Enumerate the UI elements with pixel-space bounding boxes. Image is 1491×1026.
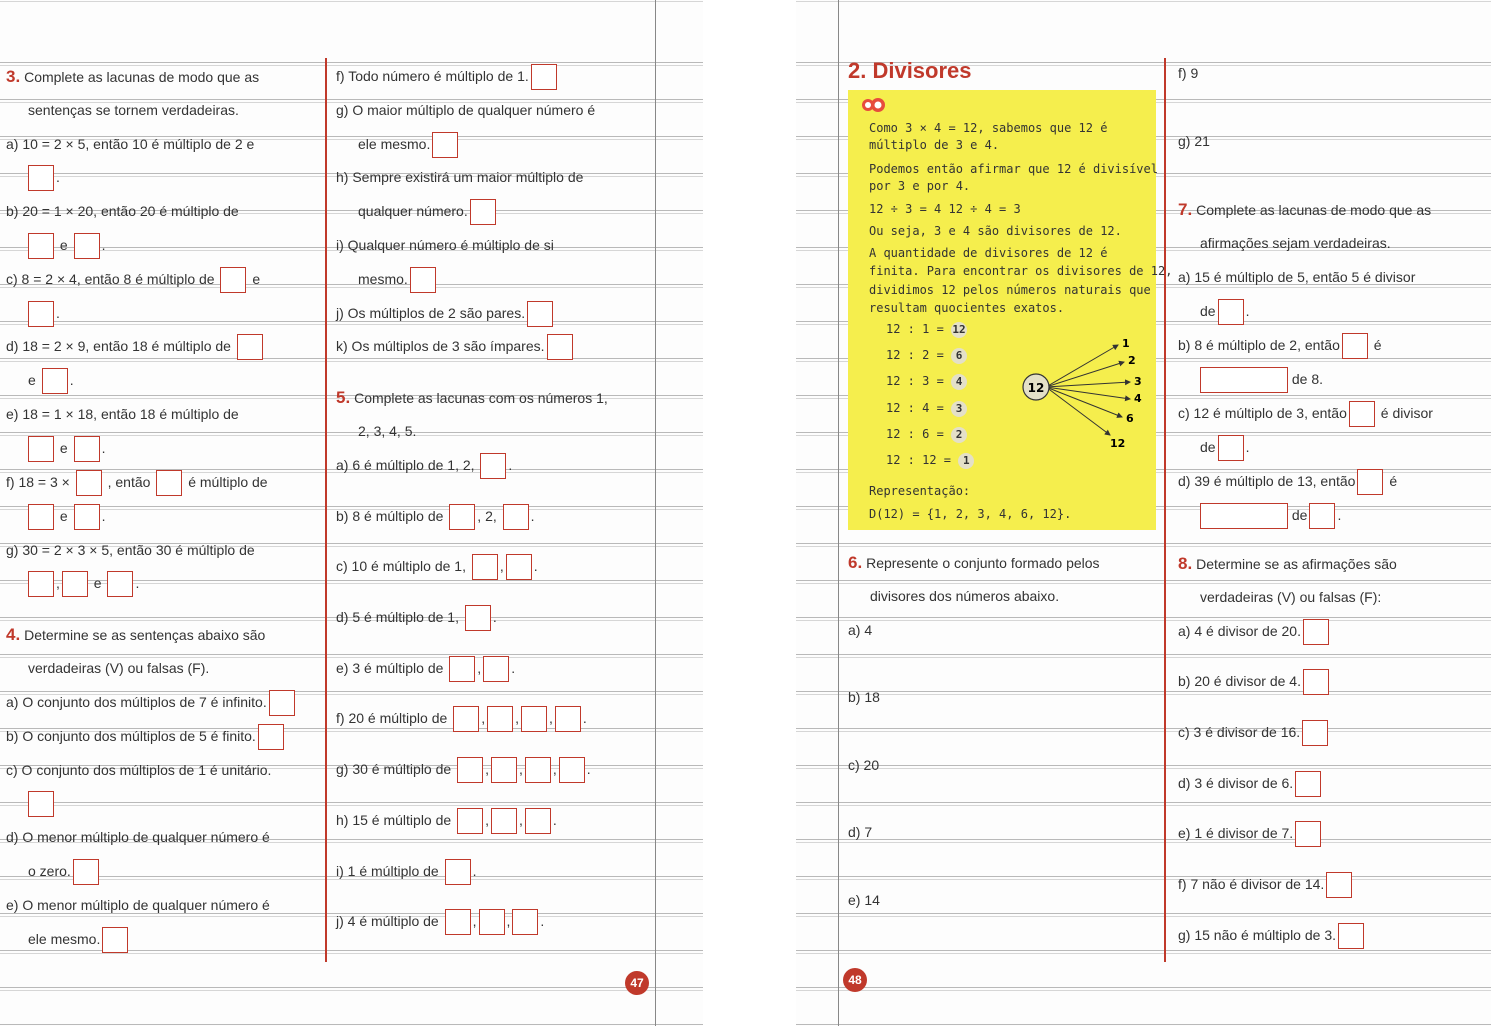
- division-expr: 12 : 3 =: [886, 374, 944, 388]
- q4h: h) Sempre existirá um maior múltiplo de: [336, 169, 584, 185]
- division-row: [886, 374, 967, 390]
- q3f-text: f) 18 = 3 ×: [6, 474, 70, 490]
- eyes-icon: [860, 96, 886, 114]
- answer-box[interactable]: [1357, 469, 1383, 495]
- division-row: [886, 401, 967, 417]
- q4h-cont: [336, 195, 651, 229]
- q5d-text: d) 5 é múltiplo de 1,: [336, 609, 459, 625]
- q5b-text: b) 8 é múltiplo de: [336, 508, 444, 524]
- target-label: 2: [1128, 354, 1136, 367]
- q4g-text: ele mesmo.: [358, 136, 431, 152]
- q7c-text: c) 12 é múltiplo de 3, então: [1178, 405, 1347, 421]
- conj-e: e: [252, 271, 261, 287]
- info-box: [848, 90, 1173, 530]
- answer-box[interactable]: [1309, 503, 1335, 529]
- answer-box[interactable]: [506, 554, 532, 580]
- answer-box[interactable]: [445, 859, 471, 885]
- q3g: g) 30 = 2 × 3 × 5, então 30 é múltiplo de: [6, 542, 255, 558]
- division-expr: 12 : 12 =: [886, 453, 952, 467]
- page-number: 47: [625, 971, 649, 995]
- answer-box[interactable]: [487, 706, 513, 732]
- q7d: [1178, 465, 1483, 499]
- q8-line1: [1178, 547, 1483, 582]
- target-label: 6: [1126, 412, 1134, 425]
- answer-box[interactable]: [1218, 435, 1244, 461]
- answer-box[interactable]: [410, 267, 436, 293]
- answer-box[interactable]: [74, 436, 100, 462]
- q7a: a) 15 é múltiplo de 5, então 5 é divisor: [1178, 269, 1416, 285]
- column-divider: [325, 58, 327, 962]
- q5g-text: g) 30 é múltiplo de: [336, 761, 452, 777]
- q8a: [1178, 615, 1483, 649]
- q3-statement: Complete as lacunas de modo que as: [24, 69, 260, 85]
- q5b-mid: , 2,: [477, 508, 497, 524]
- answer-box[interactable]: [107, 571, 133, 597]
- q7-number: 7.: [1178, 200, 1193, 219]
- division-result: 1: [958, 453, 974, 469]
- q5a: a) 6 é múltiplo de 1, 2, .: [336, 449, 651, 483]
- q4-line2: verdadeiras (V) ou falsas (F).: [28, 660, 210, 676]
- q5h: h) 15 é múltiplo de , , .: [336, 804, 651, 838]
- divisor-diagram: [1018, 335, 1158, 450]
- q8-statement: Determine se as afirmações são: [1196, 556, 1397, 572]
- answer-box[interactable]: [491, 808, 517, 834]
- q7a-cont: de .: [1178, 295, 1483, 329]
- q4d: d) O menor múltiplo de qualquer número é: [6, 829, 270, 845]
- q4a-text: a) O conjunto dos múltiplos de 7 é infinito.: [6, 694, 267, 710]
- q7d-cont: de .: [1178, 499, 1483, 533]
- q6f: f) 9: [1178, 65, 1199, 81]
- q5c: c) 10 é múltiplo de 1, , .: [336, 550, 651, 584]
- q4i: i) Qualquer número é múltiplo de si: [336, 237, 554, 253]
- answer-box[interactable]: [531, 64, 557, 90]
- conj-e: e: [28, 372, 36, 388]
- answer-box[interactable]: [74, 504, 100, 530]
- q5e: e) 3 é múltiplo de , .: [336, 652, 651, 686]
- answer-box[interactable]: [449, 656, 475, 682]
- answer-box[interactable]: [527, 301, 553, 327]
- answer-box[interactable]: [1342, 333, 1368, 359]
- q5j-text: j) 4 é múltiplo de: [336, 913, 439, 929]
- q4f-text: f) Todo número é múltiplo de 1.: [336, 68, 529, 84]
- q5f: f) 20 é múltiplo de , , , .: [336, 702, 651, 736]
- q5i-text: i) 1 é múltiplo de: [336, 863, 439, 879]
- answer-box[interactable]: [28, 233, 54, 259]
- arrow: [1046, 345, 1118, 387]
- answer-box[interactable]: [525, 808, 551, 834]
- page-47: [0, 0, 703, 1026]
- q4b: [6, 720, 321, 754]
- q8f-text: f) 7 não é divisor de 14.: [1178, 876, 1325, 892]
- q5e-text: e) 3 é múltiplo de: [336, 660, 444, 676]
- q8-line2: verdadeiras (V) ou falsas (F):: [1200, 589, 1382, 605]
- q3b: b) 20 = 1 × 20, então 20 é múltiplo de: [6, 203, 239, 219]
- q4h-text: qualquer número.: [358, 203, 468, 219]
- q8b-text: b) 20 é divisor de 4.: [1178, 673, 1301, 689]
- answer-box[interactable]: [457, 808, 483, 834]
- page-48: [796, 0, 1491, 1026]
- q8e-text: e) 1 é divisor de 7.: [1178, 825, 1294, 841]
- answer-box[interactable]: [559, 757, 585, 783]
- answer-box[interactable]: [74, 233, 100, 259]
- answer-box[interactable]: [28, 436, 54, 462]
- q3e: e) 18 = 1 × 18, então 18 é múltiplo de: [6, 406, 239, 422]
- book-gutter: [703, 0, 796, 1026]
- answer-box[interactable]: [220, 267, 246, 293]
- target-label: 12: [1110, 437, 1126, 450]
- q4g: g) O maior múltiplo de qualquer número é: [336, 102, 596, 118]
- q5c-text: c) 10 é múltiplo de 1,: [336, 558, 466, 574]
- q5a-text: a) 6 é múltiplo de 1, 2,: [336, 457, 475, 473]
- q7d-tail: é: [1389, 473, 1398, 489]
- q4k: [336, 330, 651, 364]
- info-line: Podemos então afirmar que 12 é divisível: [869, 162, 1158, 176]
- q5f-text: f) 20 é múltiplo de: [336, 710, 448, 726]
- q8-number: 8.: [1178, 554, 1193, 573]
- division-result: 2: [951, 427, 967, 443]
- answer-box[interactable]: [512, 909, 538, 935]
- answer-box[interactable]: [525, 757, 551, 783]
- q4i-cont: [336, 263, 651, 297]
- q7c-de: de: [1200, 439, 1216, 455]
- q3g-answer: , e .: [6, 567, 321, 601]
- division-row: [886, 453, 974, 469]
- q4j-text: j) Os múltiplos de 2 são pares.: [336, 305, 526, 321]
- q6c: c) 20: [848, 757, 880, 773]
- q7-line2: afirmações sejam verdadeiras.: [1200, 235, 1391, 251]
- q4d-cont: [6, 855, 321, 889]
- q8f: [1178, 868, 1483, 902]
- q3b-answer: e .: [6, 229, 321, 263]
- q6-line2: divisores dos números abaixo.: [870, 588, 1060, 604]
- q6d: d) 7: [848, 824, 873, 840]
- q7c-tail: é divisor: [1380, 405, 1433, 421]
- info-line: resultam quocientes exatos.: [869, 301, 1065, 315]
- q4g-cont: [336, 128, 651, 162]
- q6-number: 6.: [848, 553, 863, 572]
- answer-box[interactable]: [491, 757, 517, 783]
- conj-e: e: [59, 440, 68, 456]
- info-line: por 3 e por 4.: [869, 179, 971, 193]
- q6g: g) 21: [1178, 133, 1210, 149]
- division-result: 12: [952, 323, 966, 336]
- q3a: a) 10 = 2 × 5, então 10 é múltiplo de 2 e: [6, 136, 255, 152]
- q4j: [336, 297, 651, 331]
- q7d-text: d) 39 é múltiplo de 13, então: [1178, 473, 1356, 489]
- answer-box[interactable]: [472, 554, 498, 580]
- answer-box[interactable]: [465, 605, 491, 631]
- answer-box[interactable]: [28, 165, 54, 191]
- q3e-answer: e .: [6, 432, 321, 466]
- q6-statement: Represente o conjunto formado pelos: [866, 555, 1100, 571]
- q4-line1: [6, 618, 321, 653]
- q8g: [1178, 919, 1483, 953]
- answer-box[interactable]: [1303, 669, 1329, 695]
- q4e-text: ele mesmo.: [28, 931, 101, 947]
- q3-number: 3.: [6, 67, 21, 86]
- arrow: [1046, 387, 1122, 417]
- q4f: [336, 60, 651, 94]
- q6b: b) 18: [848, 689, 880, 705]
- q3c-text: c) 8 = 2 × 4, então 8 é múltiplo de: [6, 271, 215, 287]
- q4c: c) O conjunto dos múltiplos de 1 é unitário.: [6, 762, 272, 778]
- info-line: dividimos 12 pelos números naturais que: [869, 283, 1151, 297]
- target-label: 3: [1134, 375, 1142, 388]
- answer-box[interactable]: [269, 690, 295, 716]
- answer-box[interactable]: [1218, 299, 1244, 325]
- center-label: 12: [1027, 381, 1045, 395]
- q8d: [1178, 767, 1483, 801]
- answer-box[interactable]: [1349, 401, 1375, 427]
- division-result: 4: [951, 374, 967, 390]
- info-line: finita. Para encontrar os divisores de 12,: [869, 264, 1173, 278]
- q8g-text: g) 15 não é múltiplo de 3.: [1178, 927, 1336, 943]
- q3a-answer: .: [6, 161, 321, 195]
- q7a-de: de: [1200, 303, 1216, 319]
- q3f: [6, 466, 321, 500]
- q3d-answer: e .: [6, 364, 321, 398]
- q5-line2: 2, 3, 4, 5.: [358, 423, 417, 439]
- answer-box[interactable]: [258, 724, 284, 750]
- info-line: Ou seja, 3 e 4 são divisores de 12.: [869, 224, 1122, 238]
- q4c-answer: [6, 787, 321, 821]
- q3f-answer: e .: [6, 500, 321, 534]
- q7b-end: de 8.: [1291, 371, 1324, 387]
- page-number: 48: [843, 968, 867, 992]
- info-line: múltiplo de 3 e 4.: [869, 138, 1000, 152]
- q4k-text: k) Os múltiplos de 3 são ímpares.: [336, 338, 545, 354]
- answer-box[interactable]: [449, 504, 475, 530]
- answer-box[interactable]: [28, 571, 54, 597]
- q8c-text: c) 3 é divisor de 16.: [1178, 724, 1301, 740]
- division-expr: 12 : 6 =: [886, 427, 944, 441]
- answer-box[interactable]: [237, 334, 263, 360]
- answer-box-wide[interactable]: [1200, 367, 1288, 393]
- q7-line1: [1178, 193, 1483, 228]
- q7c-cont: de .: [1178, 431, 1483, 465]
- q6-line1: [848, 546, 1158, 581]
- division-result: 6: [951, 348, 967, 364]
- page-margin-line: [655, 0, 656, 1026]
- answer-box[interactable]: [76, 470, 102, 496]
- answer-box[interactable]: [42, 368, 68, 394]
- answer-box[interactable]: [1295, 771, 1321, 797]
- q4e-cont: [6, 923, 321, 957]
- answer-box[interactable]: [62, 571, 88, 597]
- q3c-answer: .: [6, 297, 321, 331]
- info-line: A quantidade de divisores de 12 é: [869, 246, 1108, 260]
- section-title: 2. Divisores: [848, 58, 972, 83]
- info-line: 12 ÷ 3 = 4 12 ÷ 4 = 3: [869, 202, 1021, 216]
- q5d: d) 5 é múltiplo de 1, .: [336, 601, 651, 635]
- answer-box[interactable]: [28, 301, 54, 327]
- q3-line2: sentenças se tornem verdadeiras.: [28, 102, 239, 118]
- q5h-text: h) 15 é múltiplo de: [336, 812, 452, 828]
- conj-e: e: [59, 508, 68, 524]
- answer-box[interactable]: [28, 504, 54, 530]
- answer-box[interactable]: [453, 706, 479, 732]
- q8a-text: a) 4 é divisor de 20.: [1178, 623, 1301, 639]
- target-label: 4: [1134, 392, 1142, 405]
- q8c: [1178, 716, 1483, 750]
- q5j: j) 4 é múltiplo de , , .: [336, 905, 651, 939]
- answer-box[interactable]: [521, 706, 547, 732]
- q7c: [1178, 397, 1483, 431]
- answer-box[interactable]: [480, 453, 506, 479]
- answer-box[interactable]: [28, 791, 54, 817]
- target-label: 1: [1122, 337, 1130, 350]
- answer-box[interactable]: [1302, 720, 1328, 746]
- q7d-de: de: [1291, 507, 1308, 523]
- q5-line1: [336, 381, 651, 416]
- page-margin-line: [838, 0, 839, 1026]
- answer-box[interactable]: [503, 504, 529, 530]
- q6e: e) 14: [848, 892, 880, 908]
- q8b: [1178, 665, 1483, 699]
- answer-box[interactable]: [432, 132, 458, 158]
- answer-box[interactable]: [445, 909, 471, 935]
- answer-box[interactable]: [102, 927, 128, 953]
- q3f-tail: é múltiplo de: [188, 474, 268, 490]
- division-expr: 12 : 1 =: [886, 322, 944, 336]
- q7b-tail: é: [1373, 337, 1382, 353]
- answer-box[interactable]: [457, 757, 483, 783]
- q7-statement: Complete as lacunas de modo que as: [1196, 202, 1432, 218]
- info-line: Como 3 × 4 = 12, sabemos que 12 é: [869, 121, 1108, 135]
- q4b-text: b) O conjunto dos múltiplos de 5 é finito.: [6, 728, 256, 744]
- q5-number: 5.: [336, 388, 351, 407]
- representation-value: D(12) = {1, 2, 3, 4, 6, 12}.: [869, 507, 1072, 521]
- q8d-text: d) 3 é divisor de 6.: [1178, 775, 1294, 791]
- q5g: g) 30 é múltiplo de , , , .: [336, 753, 651, 787]
- q4i-text: mesmo.: [358, 271, 408, 287]
- answer-box[interactable]: [1303, 619, 1329, 645]
- q3d: [6, 330, 321, 364]
- q7b-text: b) 8 é múltiplo de 2, então: [1178, 337, 1340, 353]
- q4d-text: o zero.: [28, 863, 71, 879]
- q7b: [1178, 329, 1483, 363]
- column-divider: [1164, 58, 1166, 962]
- division-row: [886, 348, 967, 364]
- conj-e: e: [59, 237, 68, 253]
- q8e: [1178, 817, 1483, 851]
- division-result: 3: [951, 401, 967, 417]
- q4-statement: Determine se as sentenças abaixo são: [24, 627, 266, 643]
- q4a: [6, 686, 321, 720]
- q4-number: 4.: [6, 625, 21, 644]
- q6a: a) 4: [848, 622, 873, 638]
- answer-box[interactable]: [470, 199, 496, 225]
- q5b: b) 8 é múltiplo de , 2, .: [336, 500, 651, 534]
- q5i: i) 1 é múltiplo de .: [336, 855, 651, 889]
- q3d-text: d) 18 = 2 × 9, então 18 é múltiplo de: [6, 338, 231, 354]
- division-expr: 12 : 2 =: [886, 348, 944, 362]
- q3-line1: [6, 60, 321, 95]
- q7b-cont: [1178, 363, 1483, 397]
- answer-box-wide[interactable]: [1200, 503, 1288, 529]
- q4e: e) O menor múltiplo de qualquer número é: [6, 897, 270, 913]
- answer-box[interactable]: [1326, 872, 1352, 898]
- representation-label: Representação:: [869, 484, 971, 498]
- q5-statement: Complete as lacunas com os números 1,: [354, 390, 608, 406]
- arrow: [1046, 387, 1130, 399]
- division-expr: 12 : 4 =: [886, 401, 944, 415]
- q3f-mid: , então: [107, 474, 151, 490]
- answer-box[interactable]: [483, 656, 509, 682]
- conj-e: e: [93, 575, 102, 591]
- answer-box[interactable]: [479, 909, 505, 935]
- arrow: [1046, 387, 1110, 435]
- division-row: [886, 322, 967, 338]
- answer-box[interactable]: [555, 706, 581, 732]
- answer-box[interactable]: [1295, 821, 1321, 847]
- answer-box[interactable]: [1338, 923, 1364, 949]
- answer-box[interactable]: [73, 859, 99, 885]
- answer-box[interactable]: [156, 470, 182, 496]
- answer-box[interactable]: [547, 334, 573, 360]
- division-row: [886, 427, 967, 443]
- q3c: [6, 263, 321, 297]
